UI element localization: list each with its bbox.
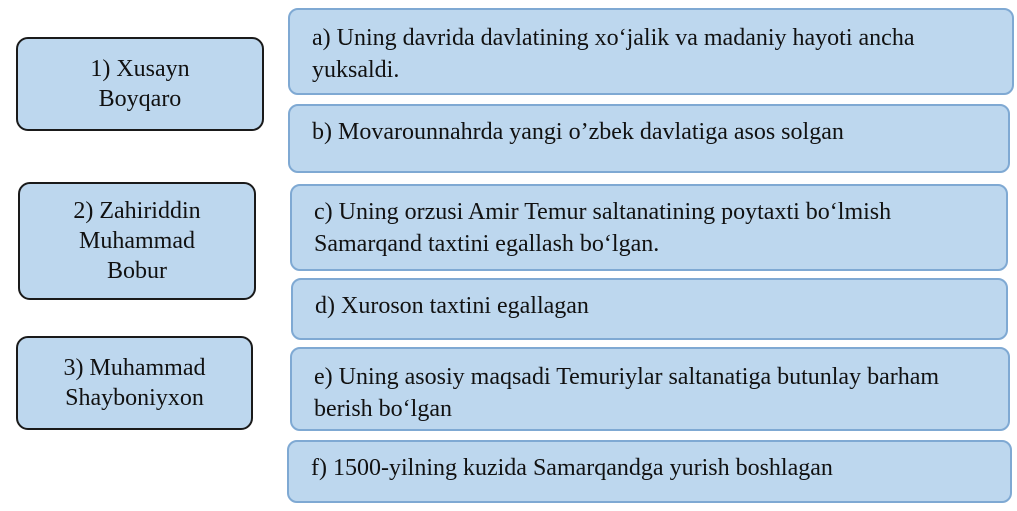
ruler-label-2-line-2: Muhammad xyxy=(79,228,195,254)
statement-text-b: b) Movarounnahrda yangi o’zbek davlatiga asos solgan xyxy=(312,119,844,145)
statement-box-b[interactable] xyxy=(288,104,1010,173)
statement-text-e: e) Uning asosiy maqsadi Temuriylar saltanatiga butunlay barham berish bo‘lgan xyxy=(314,364,940,422)
statement-box-d[interactable] xyxy=(291,278,1008,340)
ruler-box-3[interactable] xyxy=(16,336,253,430)
ruler-box-2[interactable] xyxy=(18,182,256,300)
ruler-label-2 xyxy=(73,196,200,286)
ruler-label-3-line-1: 3) Muhammad xyxy=(63,355,206,381)
statement-box-e[interactable] xyxy=(290,347,1010,431)
ruler-label-1-line-2: Boyqaro xyxy=(98,86,182,112)
ruler-box-1[interactable] xyxy=(16,37,264,131)
ruler-label-3 xyxy=(64,353,206,413)
ruler-label-2-line-1: 2) Zahiriddin xyxy=(73,198,201,224)
statement-box-c[interactable] xyxy=(290,184,1008,271)
ruler-label-1-line-1: 1) Xusayn xyxy=(90,56,190,82)
statement-box-f[interactable] xyxy=(287,440,1012,503)
statement-text-c: c) Uning orzusi Amir Temur saltanatining poytaxti bo‘lmish Samarqand taxtini egallash bo‘lgan. xyxy=(314,199,892,257)
statement-text-a: a) Uning davrida davlatining xo‘jalik va madaniy hayoti ancha yuksaldi. xyxy=(312,25,915,83)
statement-text-f: f) 1500-yilning kuzida Samarqandga yurish boshlagan xyxy=(311,455,833,481)
ruler-label-2-line-3: Bobur xyxy=(107,258,167,284)
ruler-label-3-line-2: Shayboniyxon xyxy=(65,385,204,411)
statement-text-d: d) Xuroson taxtini egallagan xyxy=(315,293,589,319)
statement-box-a[interactable] xyxy=(288,8,1014,95)
ruler-label-1 xyxy=(90,54,189,114)
